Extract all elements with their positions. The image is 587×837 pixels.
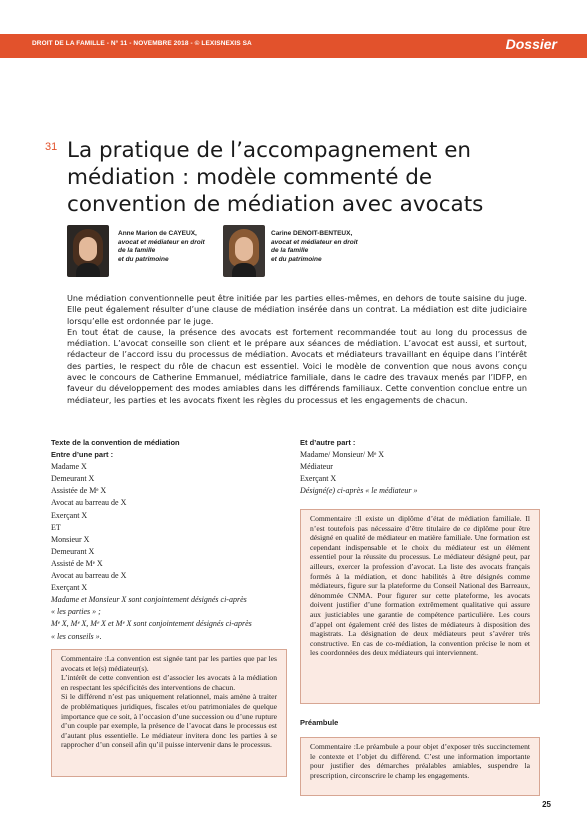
comment-text: L’intérêt de cette convention est d’associer les avocats à la médiation en respectant les spécificités des interventions de chacun. <box>61 673 277 692</box>
abstract-paragraph: Une médiation conventionnelle peut être initiée par les parties elles-mêmes, en dehors de toute saisine du juge. Elle peut également résulter d’une clause de médiation insérée dans un contrat. La médiation est dite judiciaire lorsqu’elle est ordonnée par le juge. <box>67 293 527 326</box>
party-line: Assistée de Mᵉ X <box>51 486 107 496</box>
convention-heading: Texte de la convention de médiation <box>51 438 180 447</box>
designation-line: Mᵉ X, Mᵉ X, Mᵉ X et Mᵉ X sont conjointement désignés ci-après <box>51 619 252 629</box>
party-line: Exerçant X <box>51 510 88 520</box>
author-role-line: de la famille <box>271 247 309 254</box>
part2-heading: Et d’autre part : <box>300 438 356 447</box>
party-line: Demeurant X <box>51 474 95 484</box>
designation-line: Madame et Monsieur X sont conjointement désignés ci-après <box>51 595 247 605</box>
party-line: Avocat au barreau de X <box>51 498 127 508</box>
comment-text: Commentaire :Le préambule a pour objet d’exposer très succinctement le contexte et l’objet du différend. C’est une information importante pour justifier des démarches préalables amiables, suspendre la prescription, circonscrire le champ les engagements. <box>310 742 530 780</box>
designation-line: « les conseils ». <box>51 631 102 641</box>
party-line: Madame X <box>51 462 87 472</box>
section-label: Dossier <box>505 36 557 52</box>
convention-right-column <box>300 437 541 497</box>
party-line: Monsieur X <box>51 534 90 544</box>
page-number: 25 <box>542 800 551 809</box>
author-role-line: de la famille <box>118 247 156 254</box>
comment-text: Commentaire :Il existe un diplôme d’état de médiation familiale. Il n’est toutefois pas nécessaire d’être titulaire de ce diplôme pour être désigné en qualité de médiateur en matière familiale. Une formation est cependant indispensable et le choix du médiateur est un élément essentiel pour la réussite du processus. Le médiateur désigné peut, par ailleurs, exercer la profession d’avocat. La liste des avocats français formés à la médiation, et donc habilités à être désignés comme médiateurs, figure sur la plateforme du Conseil National des Barreaux, dénommée CNMA. Pour figurer sur cette plateforme, les avocats doivent justifier d’une formation extrêmement qualitative qui assure aux justiciables une garantie de compétence particulière. Les cours d’appel ont également créé des listes de médiateurs à disposition des magistrats. La désignation de deux médiateurs peut s’avérer très constructive. En cas de co-médiation, la convention précise le nom et les coordonnées des deux médiateurs qui interviennent. <box>310 514 530 658</box>
author-role-line: et du patrimoine <box>271 255 322 263</box>
journal-info: DROIT DE LA FAMILLE - N° 11 - NOVEMBRE 2018 - © LEXISNEXIS SA <box>32 40 252 47</box>
author-role-line: avocat et médiateur en droit <box>118 238 205 246</box>
part1-heading: Entre d’une part : <box>51 450 114 460</box>
party-line: Exerçant X <box>51 583 88 593</box>
designation-line: « les parties » ; <box>51 607 101 617</box>
author-photo-2 <box>223 225 265 277</box>
author-role-line: et du patrimoine <box>118 255 169 263</box>
header-bar <box>0 34 587 58</box>
party-line: ET <box>51 522 61 532</box>
author-role-line: avocat et médiateur en droit <box>271 238 358 246</box>
comment-text: Si le différend n’est pas uniquement relationnel, mais amène à traiter de problématiques juridiques, fiscales et/ou patrimoniales de quelque importance que ce soit, à l’occasion d’une succession ou d’une rupture d’un couple par exemple, la présence de l’avocat dans le processus est d’autant plus essentielle. Le médiateur invitera donc les parties à se rapprocher d’un conseil afin qu’il puisse intervenir dans le processus. <box>61 692 277 750</box>
author-name: Anne Marion de CAYEUX, <box>118 230 197 237</box>
comment-box-signature <box>51 649 287 777</box>
designation-line: Désigné(e) ci-après « le médiateur » <box>300 486 418 496</box>
party-line: Madame/ Monsieur/ Mᵉ X <box>300 450 385 460</box>
party-line: Demeurant X <box>51 546 95 556</box>
author-name: Carine DENOIT-BENTEUX, <box>271 230 353 237</box>
abstract-paragraph: En tout état de cause, la présence des avocats est fortement recommandée tout au long du processus de médiation. L’avocat conseille son client et le prépare aux séances de médiation. L’avocat est aussi, et surtout, rédacteur de l’accord issu du processus de médiation. Avocats et médiateurs travaillant en équipe dans l’intérêt des parties, le respect du rôle de chacun est essentiel. Voici le modèle de convention que nous avons conçu avec le concours de Catherine Emmanuel, médiatrice familiale, dans le cadre des travaux menés par l’IDFP, en faveur du développement des modes amiables dans les différends familiaux. Cette convention conclue entre un médiateur, les parties et les avocats fixent les règles du processus et les engagements de chacun. <box>67 326 527 405</box>
convention-left-column <box>51 437 288 643</box>
comment-box-preamble <box>300 737 540 796</box>
comment-text: Commentaire :La convention est signée tant par les parties que par les avocats et le(s) médiateur(s). <box>61 654 277 673</box>
author-1 <box>118 230 205 264</box>
author-photo-1 <box>67 225 109 277</box>
article-title: La pratique de l’accompagnement en médiation : modèle commenté de convention de médiation avec avocats <box>67 138 484 217</box>
party-line: Assisté de Mᵉ X <box>51 558 103 568</box>
article-number: 31 <box>45 141 58 153</box>
comment-box-mediator <box>300 509 540 704</box>
party-line: Médiateur <box>300 462 333 472</box>
party-line: Exerçant X <box>300 474 337 484</box>
preamble-heading: Préambule <box>300 718 339 727</box>
party-line: Avocat au barreau de X <box>51 571 127 581</box>
author-2 <box>271 230 358 264</box>
abstract <box>67 293 527 406</box>
